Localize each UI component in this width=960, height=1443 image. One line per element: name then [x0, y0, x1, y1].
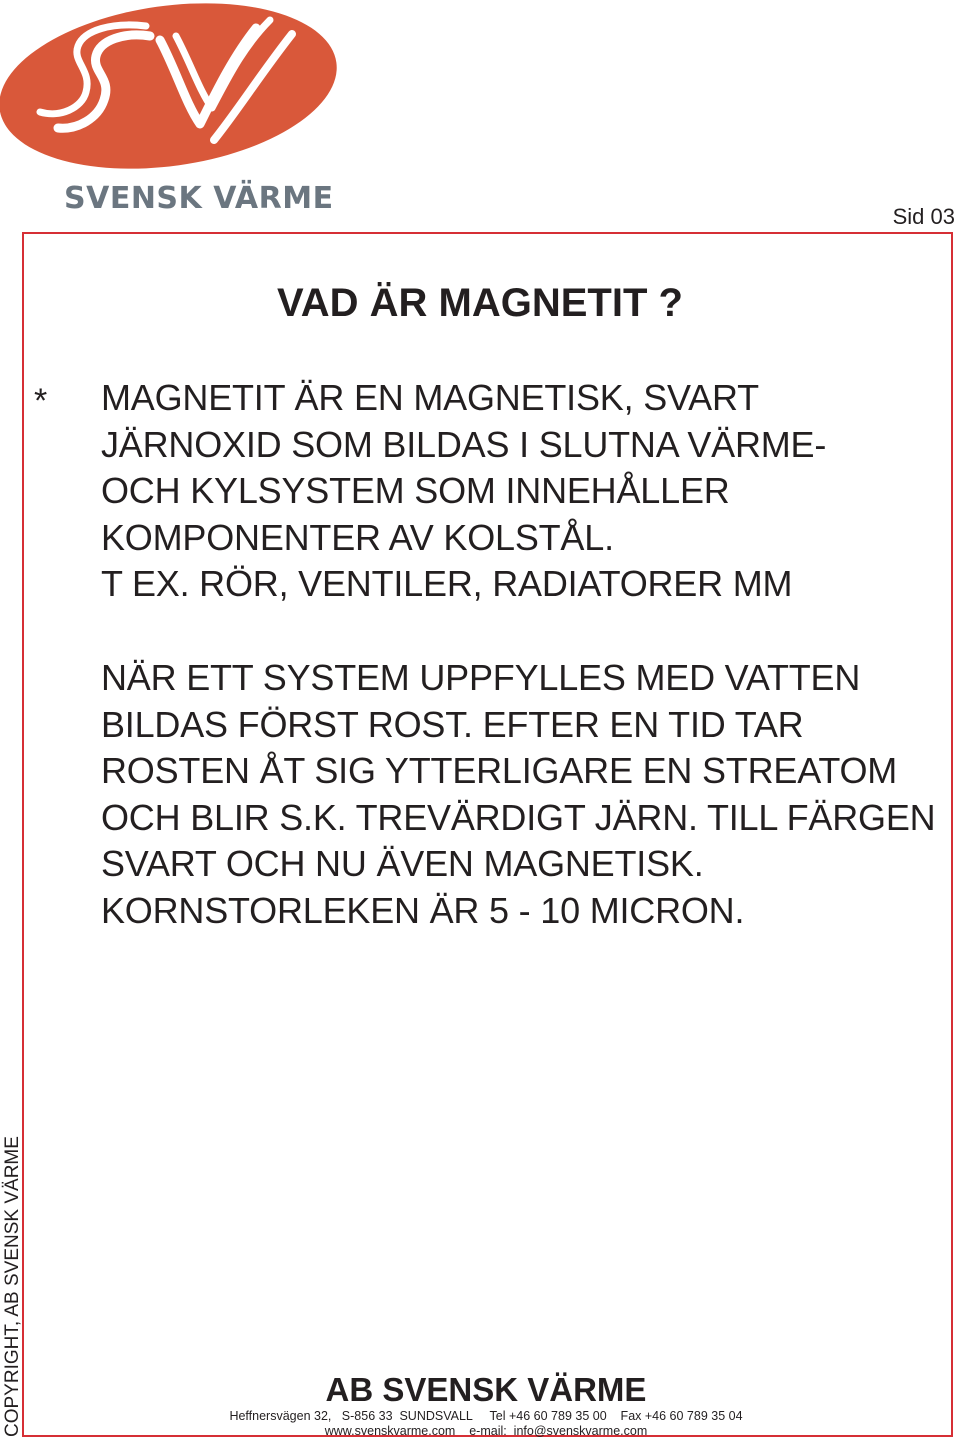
page-number: Sid 03: [892, 204, 955, 229]
contact-web: www.svenskvarme.com e-mail: info@svenskvarme.com: [324, 1424, 648, 1438]
logo-wordmark: SVENSK VÄRME: [64, 181, 334, 215]
text-line: NÄR ETT SYSTEM UPPFYLLES MED VATTEN: [101, 657, 861, 698]
svensk-varme-sv-logo-icon: [0, 0, 340, 215]
company-logo: [0, 0, 340, 215]
copyright-notice: COPYRIGHT, AB SVENSK VÄRME: [2, 1136, 23, 1437]
contact-address: Heffnersvägen 32, S-856 33 SUNDSVALL Tel +46 60 789 35 00 Fax +46 60 789 35 04: [229, 1409, 743, 1423]
text-line: JÄRNOXID SOM BILDAS I SLUTNA VÄRME-: [101, 423, 827, 465]
paragraph-2: [101, 655, 935, 934]
paragraph-1: [101, 375, 826, 608]
bullet-marker: *: [34, 382, 48, 420]
text-line: OCH BLIR S.K. TREVÄRDIGT JÄRN. TILL FÄRGEN: [101, 796, 936, 838]
text-line: MAGNETIT ÄR EN MAGNETISK, SVART: [101, 377, 759, 418]
text-line: ROSTEN ÅT SIG YTTERLIGARE EN STREATOM: [101, 750, 898, 791]
company-name: AB SVENSK VÄRME: [325, 1371, 647, 1408]
page-title: VAD ÄR MAGNETIT ?: [277, 281, 683, 325]
text-line: OCH KYLSYSTEM SOM INNEHÅLLER: [101, 470, 730, 511]
text-line: BILDAS FÖRST ROST. EFTER EN TID TAR: [101, 703, 804, 745]
text-line: SVART OCH NU ÄVEN MAGNETISK.: [101, 843, 704, 884]
text-line: T EX. RÖR, VENTILER, RADIATORER MM: [101, 563, 793, 604]
text-line: KORNSTORLEKEN ÄR 5 - 10 MICRON.: [101, 889, 745, 931]
text-line: KOMPONENTER AV KOLSTÅL.: [101, 516, 614, 558]
